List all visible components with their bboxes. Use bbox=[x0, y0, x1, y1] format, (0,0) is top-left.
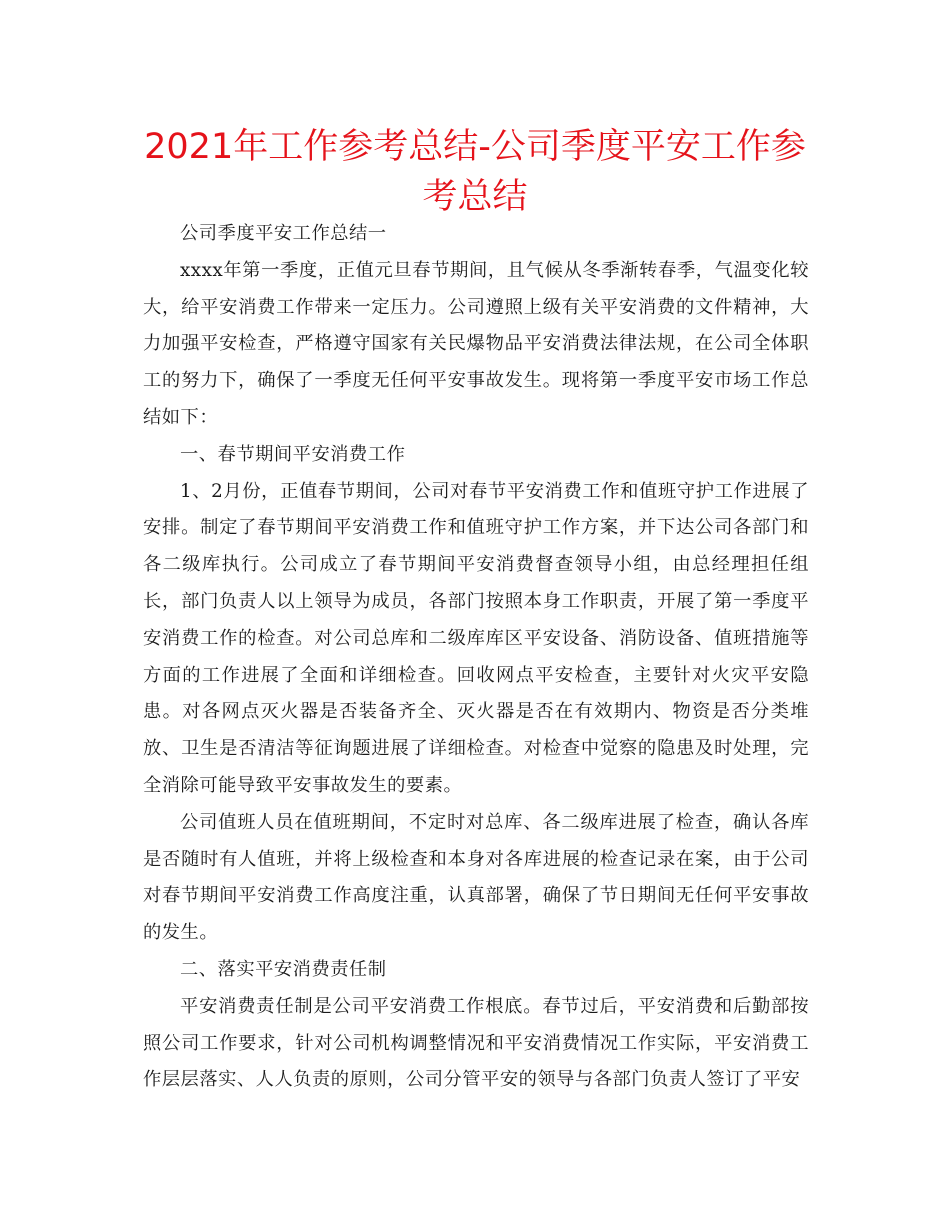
section-heading: 二、落实平安消费责任制 bbox=[180, 958, 387, 980]
document-title: 2021年工作参考总结-公司季度平安工作参考总结 bbox=[144, 127, 806, 217]
paragraph: 平安消费责任制是公司平安消费工作根底。春节过后，平安消费和后勤部按照公司工作要求，针对公司机构调整情况和平安消费情况工作实际，平安消费工作层层落实、人人负责的原则，公司分管平安的领导与各部门负责人签订了平安 bbox=[143, 995, 809, 1091]
paragraph: xxxx年第一季度，正值元旦春节期间，且气候从冬季渐转春季，气温变化较大，给平安消费工作带来一定压力。公司遵照上级有关平安消费的文件精神，大力加强平安检查，严格遵守国家有关民爆物品平安消费法律法规，在公司全体职工的努力下，确保了一季度无任何平安事故发生。现将第一季度平安市场工作总结如下： bbox=[143, 259, 809, 428]
paragraph: 公司季度平安工作总结一 bbox=[180, 223, 387, 244]
paragraph: 1、2月份，正值春节期间，公司对春节平安消费工作和值班守护工作进展了安排。制定了春节期间平安消费工作和值班守护工作方案，并下达公司各部门和各二级库执行。公司成立了春节期间平安消费督查领导小组，由总经理担任组长，部门负责人以上领导为成员，各部门按照本身工作职责，开展了第一季度平安消费工作的检查。对公司总库和二级库库区平安设备、消防设备、值班措施等方面的工作进展了全面和详细检查。回收网点平安检查，主要针对火灾平安隐患。对各网点灭火器是否装备齐全、灭火器是否在有效期内、物资是否分类堆放、卫生是否清洁等征询题进展了详细检查。对检查中觉察的隐患及时处理，完全消除可能导致平安事故发生的要素。 bbox=[143, 480, 809, 796]
document-body bbox=[143, 216, 809, 1099]
paragraph: 公司值班人员在值班期间，不定时对总库、各二级库进展了检查，确认各库是否随时有人值班，并将上级检查和本身对各库进展的检查记录在案，由于公司对春节期间平安消费工作高度注重，认真部署，确保了节日期间无任何平安事故的发生。 bbox=[143, 811, 809, 944]
section-heading: 一、春节期间平安消费工作 bbox=[180, 443, 406, 465]
